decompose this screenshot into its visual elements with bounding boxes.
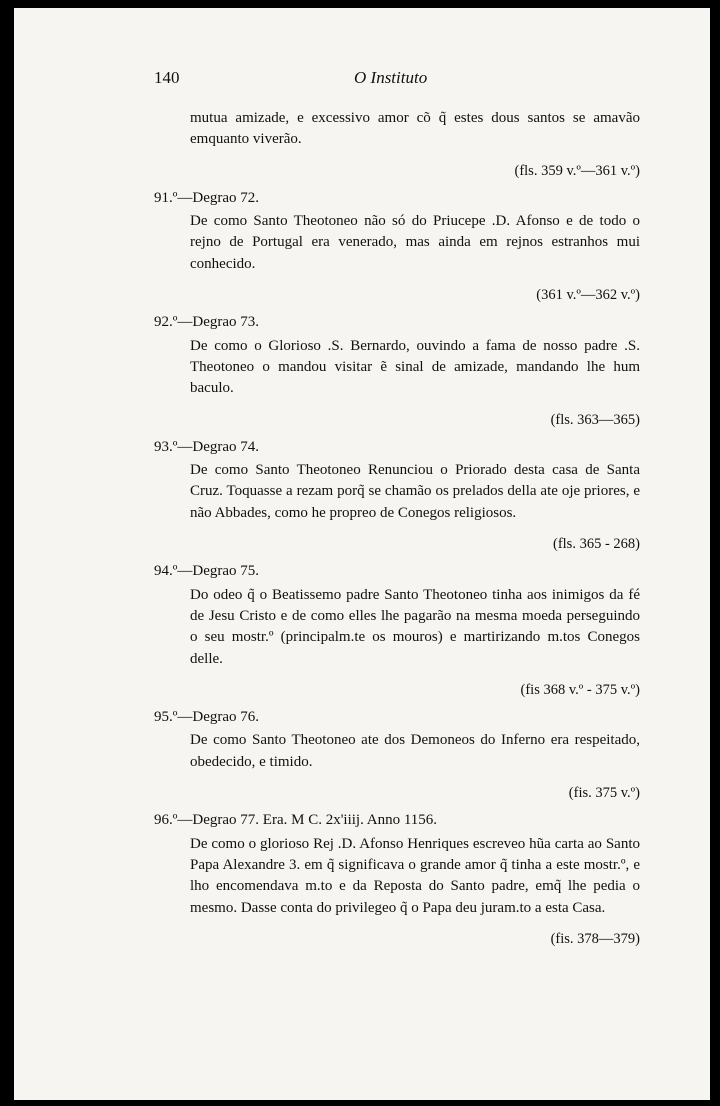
entry-heading: 95.º—Degrao 76. bbox=[154, 709, 260, 726]
entry-text: De como o glorioso Rej .D. Afonso Henriques escreveo hũa carta ao Santo Papa Alexandre 3. em q̃ significava o grande amor q̃ tinha a este mostr.º, e lho encomendava m.to e da Reposta do Santo padre, emq̃ lhe pedia o mesmo. Dasse conta do privilegeo q̃ o Papa deu juram.to a esta Casa. bbox=[190, 835, 640, 916]
entry-citation: (fis 368 v.º - 375 v.º) bbox=[520, 681, 640, 698]
entry-heading: 96.º—Degrao 77. Era. M C. 2x'iiij. Anno 1156. bbox=[154, 812, 438, 829]
entry-heading: 91.º—Degrao 72. bbox=[154, 189, 260, 206]
entry-citation: (fls. 365 - 268) bbox=[553, 536, 640, 553]
entry-text: Do odeo q̃ o Beatissemo padre Santo Theotoneo tinha aos inimigos da fé de Jesu Cristo e de como elles lhe pagarão na mesma moeda perseguindo o seu mostr.º (principalm.te os mouros) e martirizando m.tos Conegos delle. bbox=[190, 586, 640, 667]
entry-heading: 93.º—Degrao 74. bbox=[154, 438, 260, 455]
entry-text: De como Santo Theotoneo Renunciou o Priorado desta casa de Santa Cruz. Toquasse a rezam porq̃ se chamão os prelados della ate oje priores, e não Abbades, como he propreo de Conegos religiosos. bbox=[190, 462, 640, 521]
document-body bbox=[154, 108, 640, 954]
entry-96 bbox=[154, 810, 640, 950]
entry-heading: 94.º—Degrao 75. bbox=[154, 563, 260, 580]
journal-title: O Instituto bbox=[354, 68, 428, 87]
entry-citation: (fls. 363—365) bbox=[550, 411, 640, 428]
entry-citation: (fis. 378—379) bbox=[550, 930, 640, 947]
page-number: 140 bbox=[154, 68, 180, 87]
entry-citation: (361 v.º—362 v.º) bbox=[536, 287, 640, 304]
entry-text: De como Santo Theotoneo ate dos Demoneos do Inferno era respeitado, obedecido, e timido. bbox=[190, 732, 640, 770]
entry-93 bbox=[154, 437, 640, 555]
intro-citation: (fls. 359 v.º—361 v.º) bbox=[514, 162, 640, 179]
entry-citation: (fis. 375 v.º) bbox=[568, 785, 640, 802]
entry-94 bbox=[154, 561, 640, 701]
entry-text: De como o Glorioso .S. Bernardo, ouvindo a fama de nosso padre .S. Theotoneo o mandou visitar ẽ sinal de amizade, mandando lhe hum baculo. bbox=[190, 337, 640, 397]
entry-95 bbox=[154, 707, 640, 804]
entry-92 bbox=[154, 312, 640, 430]
intro-text: mutua amizade, e excessivo amor cõ q̃ estes dous santos se amavão emquanto viverão. bbox=[190, 110, 640, 148]
entry-91 bbox=[154, 188, 640, 306]
entry-text: De como Santo Theotoneo não só do Priucepe .D. Afonso e de todo o rejno de Portugal era venerado, mas ainda em rejnos estranhos mui conhecido. bbox=[190, 213, 640, 272]
entry-heading: 92.º—Degrao 73. bbox=[154, 314, 260, 331]
